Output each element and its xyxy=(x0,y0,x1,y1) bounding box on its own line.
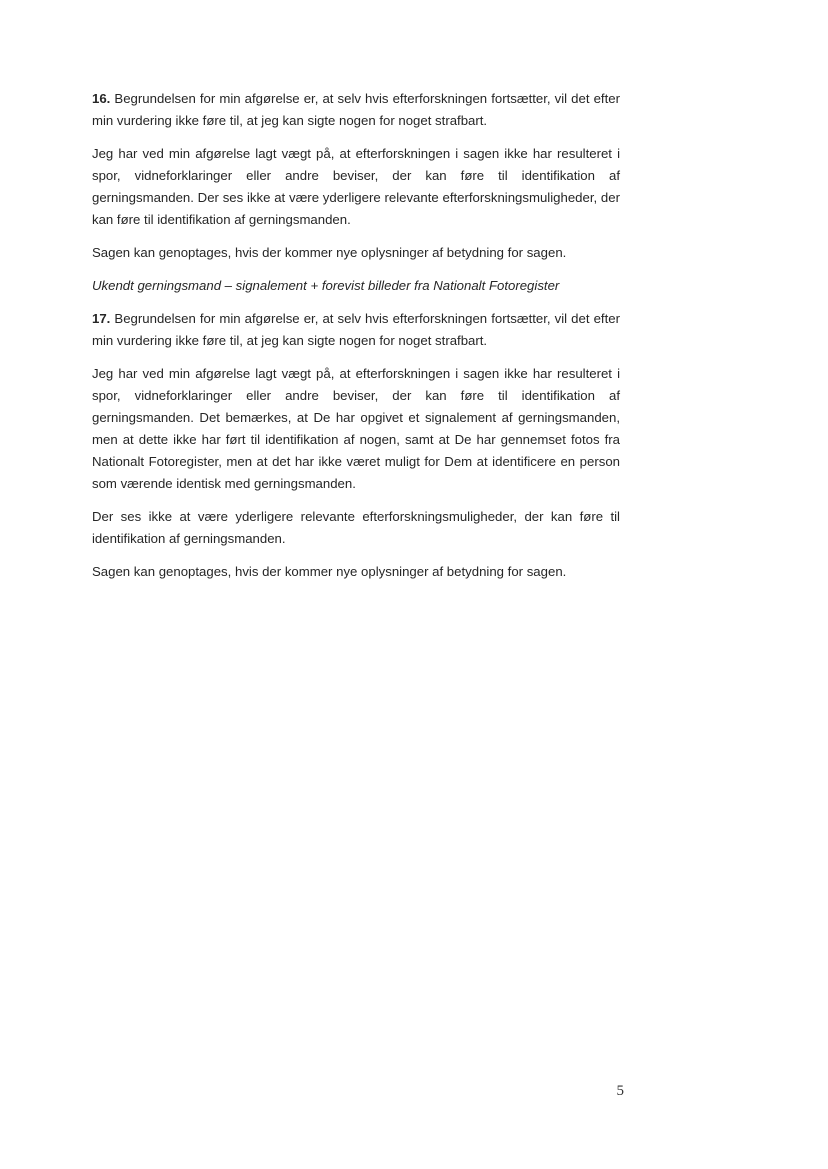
page-number: 5 xyxy=(616,1083,624,1099)
paragraph-17-3: Der ses ikke at være yderligere relevante efterforskningsmuligheder, der kan føre til identifikation af gerningsmanden. xyxy=(92,509,620,546)
paragraph-17-1 xyxy=(92,308,620,352)
paragraph-17-2: Jeg har ved min afgørelse lagt vægt på, at efterforskningen i sagen ikke har resulteret i spor, vidneforklaringer eller andre beviser, der kan føre til identifikation af gerningsmanden. Det bemærkes, at De har opgivet et signalement af gerningsmanden, men at dette ikke har ført til identifikation af nogen, samt at De har gennemset fotos fra Nationalt Fotoregister, men at det har ikke været muligt for Dem at identificere en person som værende identisk med gerningsmanden. xyxy=(92,366,620,491)
paragraph-16-1 xyxy=(92,88,620,132)
paragraph-number-17: 17. xyxy=(92,311,111,326)
paragraph-17-4: Sagen kan genoptages, hvis der kommer nye oplysninger af betydning for sagen. xyxy=(92,564,567,579)
paragraph-16-3: Sagen kan genoptages, hvis der kommer nye oplysninger af betydning for sagen. xyxy=(92,245,567,260)
paragraph-16-2: Jeg har ved min afgørelse lagt vægt på, at efterforskningen i sagen ikke har resulteret i spor, vidneforklaringer eller andre beviser, der kan føre til identifikation af gerningsmanden. Der ses ikke at være yderligere relevante efterforskningsmuligheder, der kan føre til identifikation af gerningsmanden. xyxy=(92,146,620,227)
paragraph-text: Begrundelsen for min afgørelse er, at selv hvis efterforskningen fortsætter, vil det efter min vurdering ikke føre til, at jeg kan sigte nogen for noget strafbart. xyxy=(92,91,620,128)
paragraph-text: Begrundelsen for min afgørelse er, at selv hvis efterforskningen fortsætter, vil det efter min vurdering ikke føre til, at jeg kan sigte nogen for noget strafbart. xyxy=(92,311,620,348)
document-body xyxy=(92,88,620,594)
paragraph-number-16: 16. xyxy=(92,91,111,106)
section-heading: Ukendt gerningsmand – signalement + forevist billeder fra Nationalt Fotoregister xyxy=(92,278,560,293)
